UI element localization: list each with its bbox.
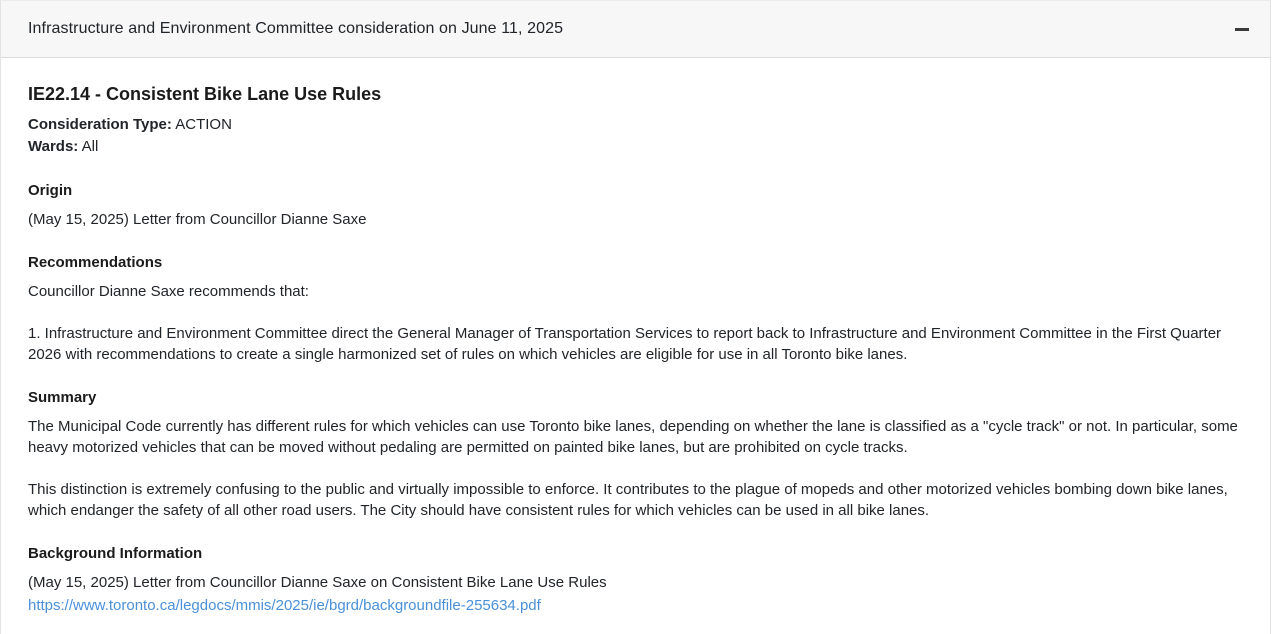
background-information-heading: Background Information bbox=[28, 545, 203, 562]
recommendations-intro: Councillor Dianne Saxe recommends that: bbox=[28, 283, 309, 300]
minus-icon bbox=[1235, 28, 1249, 31]
summary-paragraph-2: This distinction is extremely confusing to the public and virtually impossible to enforce. It contributes to the plague of mopeds and other motorized vehicles bombing down bike lanes, which endanger the safety of all other road users. The City should have consistent rules for which vehicles can be used in all bike lanes. bbox=[28, 481, 1228, 519]
background-file-link[interactable]: https://www.toronto.ca/legdocs/mmis/2025/ie/bgrd/backgroundfile-255634.pdf bbox=[28, 597, 541, 614]
summary-heading: Summary bbox=[28, 389, 97, 406]
origin-heading: Origin bbox=[28, 182, 73, 199]
origin-text: (May 15, 2025) Letter from Councillor Dianne Saxe bbox=[28, 211, 367, 228]
accordion-title: Infrastructure and Environment Committee consideration on June 11, 2025 bbox=[28, 20, 564, 37]
agenda-item-body bbox=[1, 58, 1270, 634]
wards-row bbox=[28, 136, 1243, 158]
item-title: IE22.14 - Consistent Bike Lane Use Rules bbox=[28, 84, 382, 104]
consideration-type-value: ACTION bbox=[175, 116, 232, 133]
consideration-type-label: Consideration Type: bbox=[28, 116, 172, 133]
background-document-title: (May 15, 2025) Letter from Councillor Dianne Saxe on Consistent Bike Lane Use Rules bbox=[28, 574, 607, 591]
wards-label: Wards: bbox=[28, 138, 79, 155]
summary-section bbox=[28, 387, 1243, 521]
consideration-type-row bbox=[28, 114, 1243, 136]
origin-section bbox=[28, 180, 1243, 230]
collapse-toggle-button[interactable] bbox=[1232, 19, 1252, 39]
summary-paragraph-1: The Municipal Code currently has different rules for which vehicles can use Toronto bike lanes, depending on whether the lane is classified as a "cycle track" or not. In particular, some heavy motorized vehicles that can be moved without pedaling are permitted on painted bike lanes, but are prohibited on cycle tracks. bbox=[28, 418, 1238, 456]
recommendations-heading: Recommendations bbox=[28, 254, 163, 271]
accordion-header[interactable] bbox=[1, 1, 1270, 58]
recommendation-item-1: 1. Infrastructure and Environment Committee direct the General Manager of Transportation Services to report back to Infrastructure and Environment Committee in the First Quarter 2026 with recommendations to create a single harmonized set of rules on which vehicles are eligible for use in all Toronto bike lanes. bbox=[28, 325, 1222, 363]
wards-value: All bbox=[81, 138, 99, 155]
background-information-section bbox=[28, 543, 1243, 616]
recommendations-section bbox=[28, 252, 1243, 365]
